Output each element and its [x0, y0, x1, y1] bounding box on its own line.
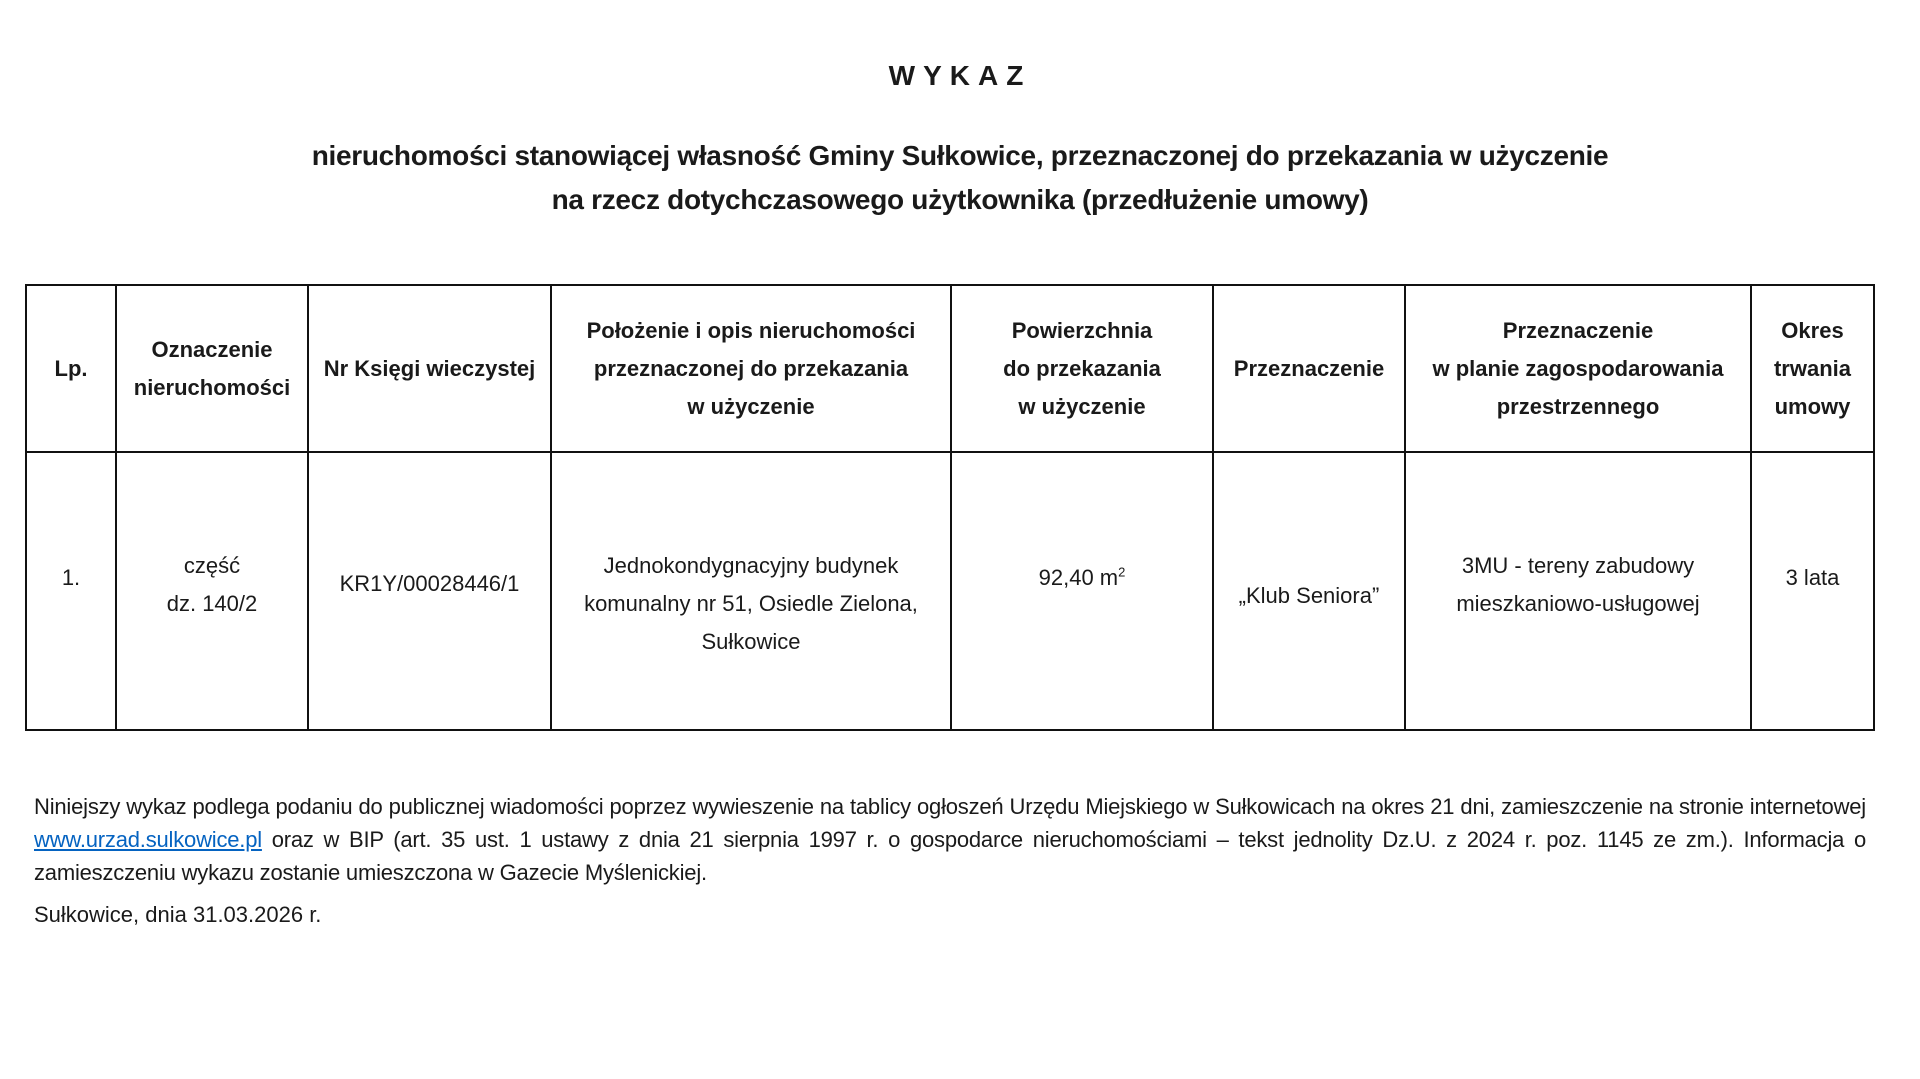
place-date: Sułkowice, dnia 31.03.2026 r. — [34, 902, 322, 927]
notice-text: oraz w BIP (art. 35 ust. 1 ustawy z dnia 21 sierpnia 1997 r. o gospodarce nieruchomościami – tekst jednolity Dz.U. z 2024 r. poz. 1145 ze zm.). Informacja o zamieszczeniu wykazu zostanie umieszczona w Gazecie Myślenickiej. — [34, 827, 1866, 885]
header-plan — [1405, 285, 1751, 452]
header-okres — [1751, 285, 1874, 452]
cell-line: mieszkaniowo-usługowej — [1456, 591, 1700, 616]
cell-okres: 3 lata — [1751, 452, 1874, 730]
header-line: Przeznaczenie — [1502, 317, 1654, 343]
header-line: Powierzchnia — [1011, 317, 1153, 343]
cell-line: dz. 140/2 — [166, 591, 258, 616]
area-unit-superscript: 2 — [1118, 564, 1126, 580]
cell-line: część — [183, 553, 241, 578]
cell-przeznaczenie: „Klub Seniora” — [1213, 452, 1405, 730]
cell-line: 3MU - tereny zabudowy — [1461, 553, 1695, 578]
cell-oznaczenie — [116, 452, 308, 730]
header-line: Oznaczenie — [151, 336, 273, 362]
document-subtitle — [0, 134, 1920, 222]
cell-lp: 1. — [26, 452, 116, 730]
table-header-row — [26, 285, 1874, 452]
header-line: umowy — [1774, 393, 1851, 419]
cell-polozenie — [551, 452, 951, 730]
cell-line: Jednokondygnacyjny budynek — [603, 553, 899, 578]
website-link[interactable]: www.urzad.sulkowice.pl — [34, 827, 262, 852]
subtitle-line-1: nieruchomości stanowiącej własność Gminy Sułkowice, przeznaczonej do przekazania w użyczenie — [311, 140, 1609, 171]
notice-text: Niniejszy wykaz podlega podaniu do publicznej wiadomości poprzez wywieszenie na tablicy ogłoszeń Urzędu Miejskiego w Sułkowicach na okres 21 dni, zamieszczenie na stronie internetowej — [34, 794, 1866, 819]
header-lp: Lp. — [26, 285, 116, 452]
header-polozenie — [551, 285, 951, 452]
header-line: nieruchomości — [133, 374, 291, 400]
header-przeznaczenie: Przeznaczenie — [1213, 285, 1405, 452]
header-line: w planie zagospodarowania — [1432, 355, 1724, 381]
header-powierzchnia — [951, 285, 1213, 452]
header-ksiega: Nr Księgi wieczystej — [308, 285, 551, 452]
cell-line: Sułkowice — [701, 629, 801, 654]
table-row — [26, 452, 1874, 730]
header-line: Położenie i opis nieruchomości — [586, 317, 916, 343]
property-table — [25, 284, 1875, 731]
cell-line: komunalny nr 51, Osiedle Zielona, — [584, 591, 918, 616]
header-line: w użyczenie — [1018, 393, 1146, 419]
header-line: trwania — [1773, 355, 1852, 381]
header-line: do przekazania — [1003, 355, 1161, 381]
area-value: 92,40 m — [1038, 565, 1119, 590]
header-line: przestrzennego — [1496, 393, 1660, 419]
cell-ksiega: KR1Y/00028446/1 — [308, 452, 551, 730]
notice-paragraph — [34, 790, 1866, 889]
subtitle-line-2: na rzecz dotychczasowego użytkownika (przedłużenie umowy) — [551, 184, 1369, 215]
header-line: Okres — [1781, 317, 1844, 343]
header-oznaczenie — [116, 285, 308, 452]
cell-powierzchnia — [951, 452, 1213, 730]
document-title: WYKAZ — [888, 60, 1032, 91]
header-line: w użyczenie — [687, 393, 815, 419]
cell-plan — [1405, 452, 1751, 730]
header-line: przeznaczonej do przekazania — [593, 355, 909, 381]
